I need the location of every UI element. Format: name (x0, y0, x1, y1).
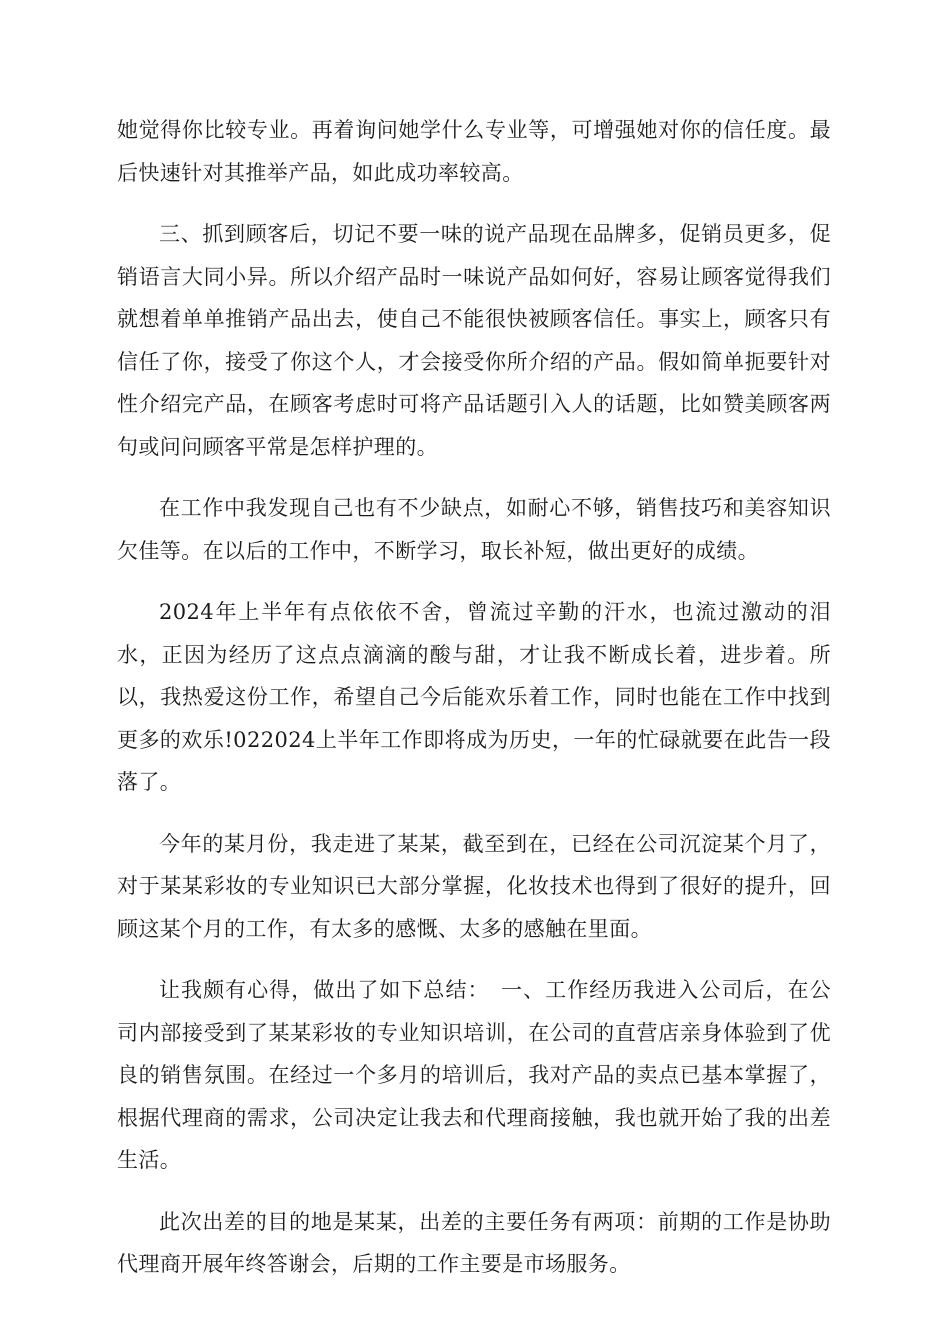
paragraph-1: 她觉得你比较专业。再着询问她学什么专业等，可增强她对你的信任度。最后快速针对其推举产品，如此成功率较高。 (117, 118, 831, 185)
paragraph-6: 让我颇有心得，做出了如下总结： 一、工作经历我进入公司后，在公司内部接受到了某某彩妆的专业知识培训，在公司的直营店亲身体验到了优良的销售氛围。在经过一个多月的培训后，我对产品的卖点已基本掌握了，根据代理商的需求，公司决定让我去和代理商接触，我也就开始了我的出差生活。 (117, 978, 831, 1172)
paragraph-2: 三、抓到顾客后，切记不要一味的说产品现在品牌多，促销员更多，促销语言大同小异。所以介绍产品时一味说产品如何好，容易让顾客觉得我们就想着单单推销产品出去，使自己不能很快被顾客信任。事实上，顾客只有信任了你，接受了你这个人，才会接受你所介绍的产品。假如简单扼要针对性介绍完产品，在顾客考虑时可将产品话题引入人的话题，比如赞美顾客两句或问问顾客平常是怎样护理的。 (117, 222, 831, 459)
document-body (117, 109, 831, 1305)
paragraph-4: 2024年上半年有点依依不舍，曾流过辛勤的汗水，也流过激动的泪水，正因为经历了这点点滴滴的酸与甜，才让我不断成长着，进步着。所以，我热爱这份工作，希望自己今后能欢乐着工作，同时也能在工作中找到更多的欢乐!022024上半年工作即将成为历史，一年的忙碌就要在此告一段落了。 (117, 600, 831, 794)
paragraph-5: 今年的某月份，我走进了某某，截至到在，已经在公司沉淀某个月了，对于某某彩妆的专业知识已大部分掌握，化妆技术也得到了很好的提升，回顾这某个月的工作，有太多的感慨、太多的感触在里面。 (117, 831, 831, 941)
paragraph-7: 此次出差的目的地是某某，出差的主要任务有两项：前期的工作是协助代理商开展年终答谢会，后期的工作主要是市场服务。 (117, 1209, 831, 1276)
paragraph-3: 在工作中我发现自己也有不少缺点，如耐心不够，销售技巧和美容知识欠佳等。在以后的工作中，不断学习，取长补短，做出更好的成绩。 (117, 496, 831, 563)
